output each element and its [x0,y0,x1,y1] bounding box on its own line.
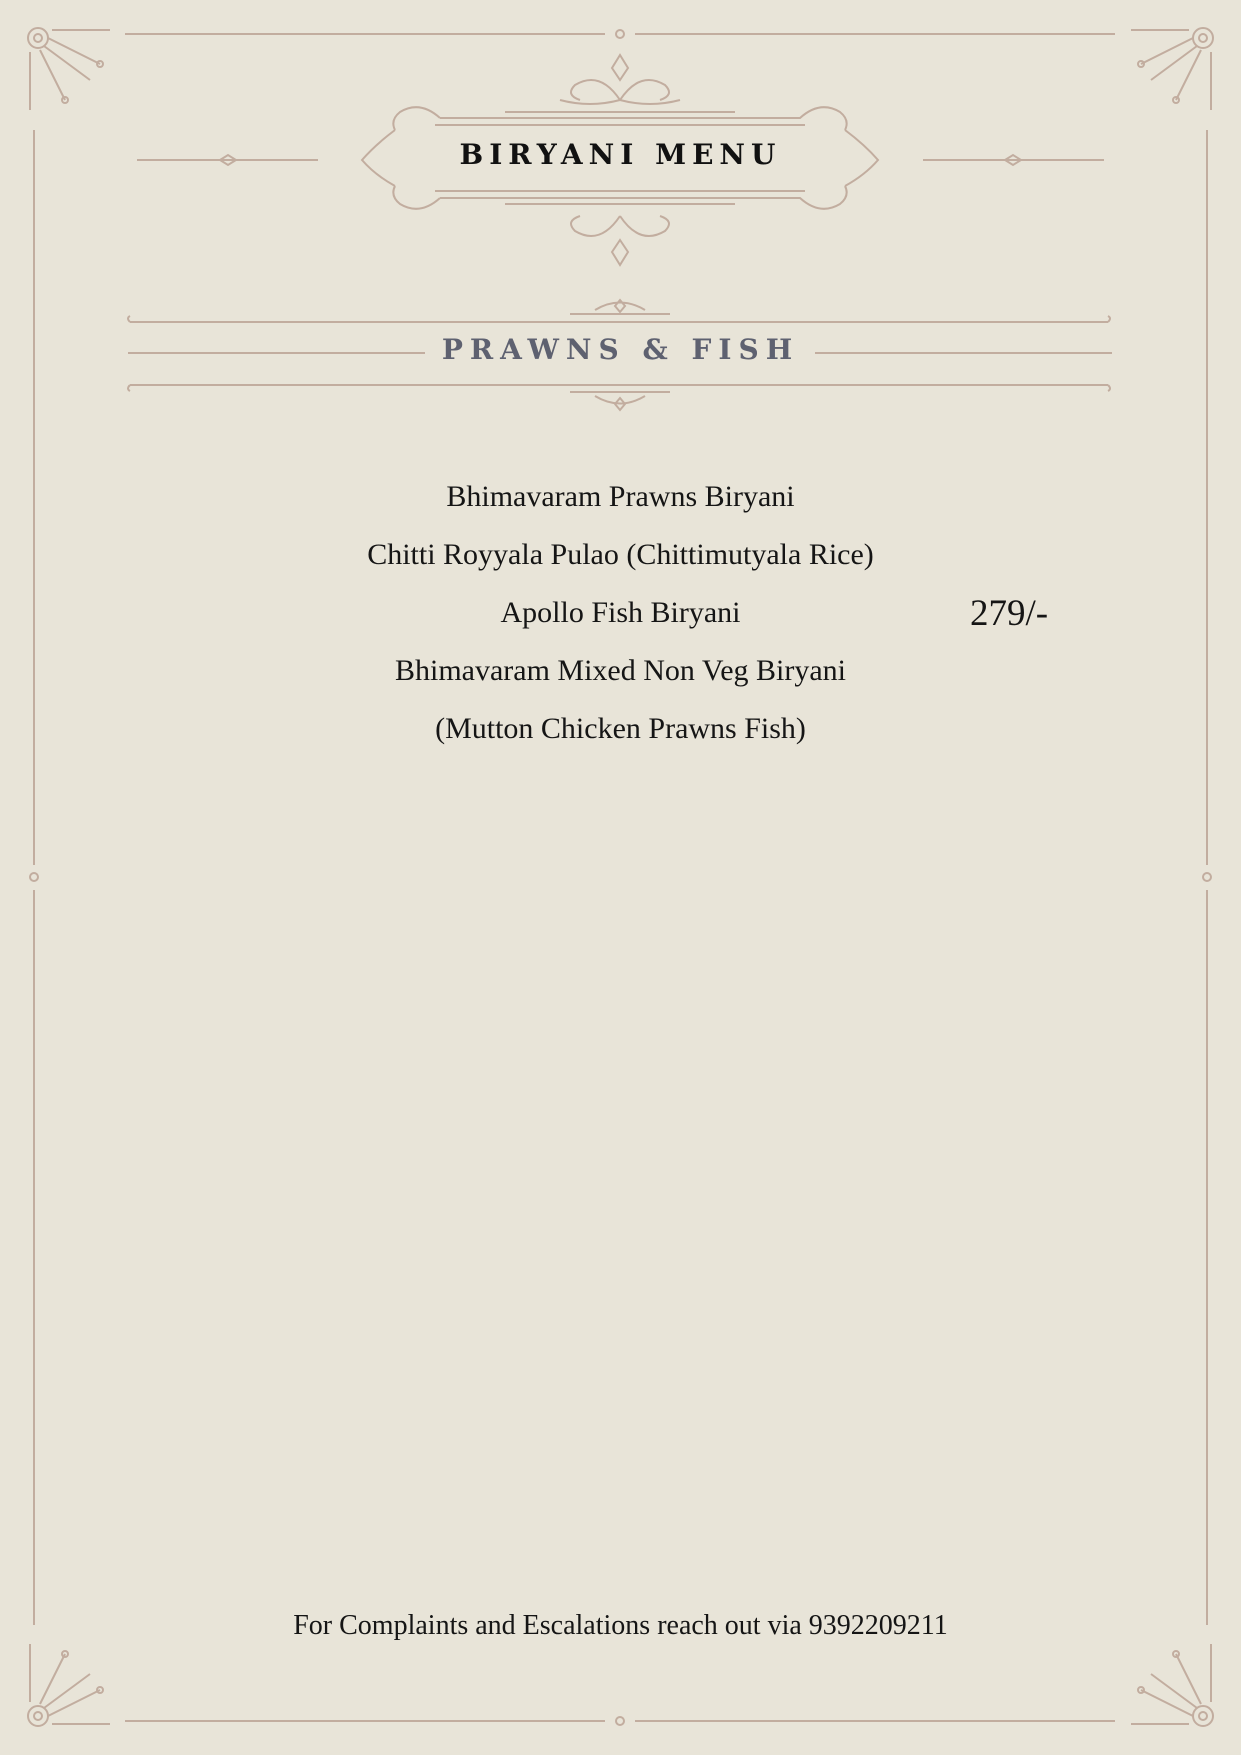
corner-ornament-bl [28,1644,110,1726]
corner-ornament-tl [28,28,110,110]
complaints-footer: For Complaints and Escalations reach out via 9392209211 [293,1610,948,1641]
menu-title: BIRYANI MENU [459,138,782,171]
menu-item: Apollo Fish Biryani [500,596,741,629]
menu-item: Chitti Royyala Pulao (Chittimutyala Rice) [367,538,874,571]
price-label: 279/- [970,593,1049,634]
menu-item: (Mutton Chicken Prawns Fish) [435,712,806,745]
corner-ornament-br [1131,1644,1213,1726]
menu-items-list [300,468,941,758]
menu-item: Bhimavaram Prawns Biryani [446,480,795,513]
menu-item: Bhimavaram Mixed Non Veg Biryani [394,654,847,687]
corner-ornament-tr [1131,28,1213,110]
section-heading: PRAWNS & FISH [441,333,800,366]
